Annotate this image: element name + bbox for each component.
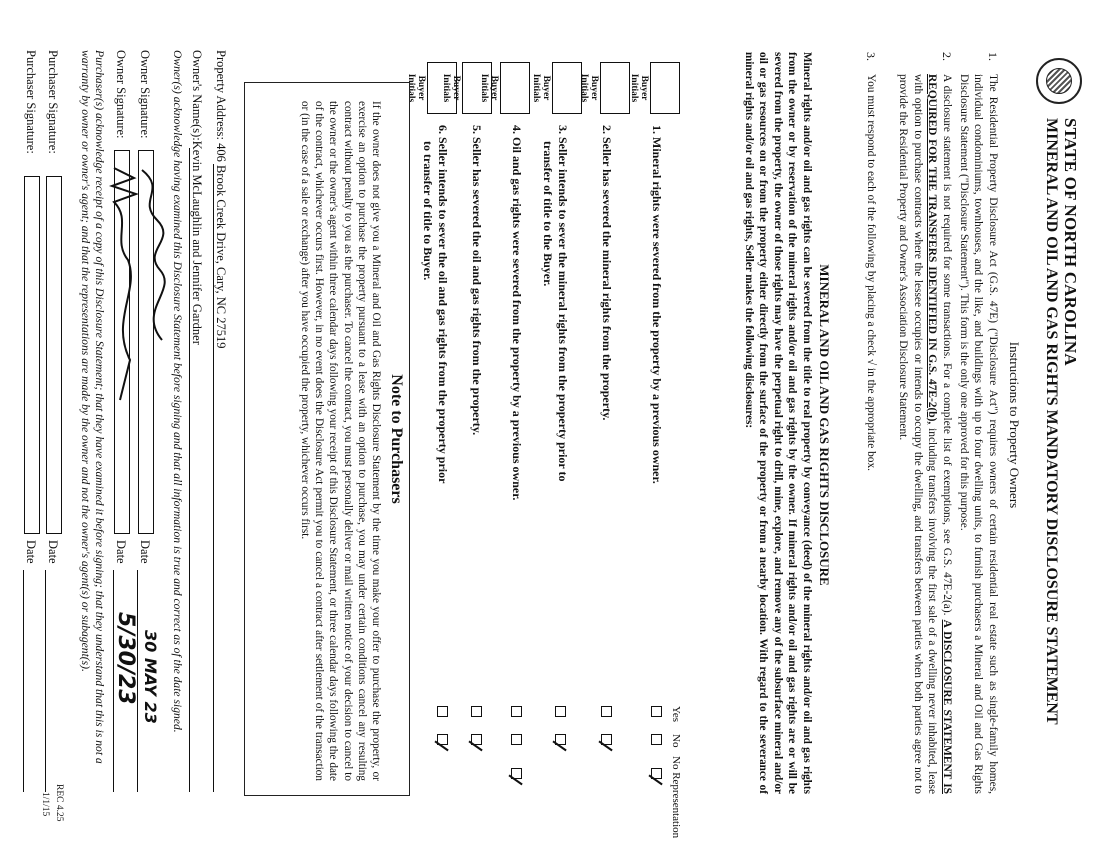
owner-date-label: Date xyxy=(114,540,128,564)
q5-no-checkbox[interactable] xyxy=(471,734,482,745)
instruction-1-text: The Residential Property Disclosure Act (G.S. 47E) ("Disclosure Act") requires owners of certain residential real estate such as single-family homes, individual condominiums, townhouses, and the like, and buildings with up to four dwelling units, to furnish purchasers a Mineral and Oil and Gas Rights Disclosure Statement ("Disclosure Statement"). This form is the only one approved for this purpose. xyxy=(958,74,999,794)
instruction-2-part-c: including transfers involving the first sale of a dwelling never inhabited, lease with option to purchase contracts where the lessee occupies or intends to occupy the dwelling, and transfers between parties when both parties agree not to provide the Residential Property and Owner's Association Disclosure Statement. xyxy=(897,74,939,794)
col-norep-header: No Representation xyxy=(670,756,682,839)
purchaser-acknowledgement: Purchaser(s) acknowledge receipt of a copy of this Disclosure Statement; that they have examined it before signing; that they understand that this is not a warranty by owner or owner's agent; and that the representations are made by the owner and not the owner's agent(s) or subagent(s). xyxy=(79,50,106,764)
question-1 xyxy=(650,125,665,484)
question-1-text: 1. Mineral rights were severed from the property by a previous owner. xyxy=(650,125,664,484)
question-3-line-2: transfer of title to the Buyer. xyxy=(541,141,556,287)
question-3-line-1: 3. Seller intends to sever the mineral rights from the property prior to xyxy=(556,125,570,482)
q1-yes-checkbox[interactable] xyxy=(651,706,662,717)
question-2-text: 2. Seller has severed the mineral rights from the property. xyxy=(600,125,614,421)
property-address-row xyxy=(213,50,228,348)
q5-yes-checkbox[interactable] xyxy=(471,706,482,717)
owner-signature-2-scribble xyxy=(102,160,142,420)
property-address-label: Property Address: xyxy=(214,50,228,140)
buyer-initials-box[interactable] xyxy=(650,62,680,114)
col-no-header: No xyxy=(670,734,682,748)
instruction-2-text xyxy=(896,74,954,794)
purchaser-date-label: Date xyxy=(46,540,60,564)
question-4 xyxy=(510,125,525,500)
form-title: MINERAL AND OIL AND GAS RIGHTS MANDATORY DISCLOSURE STATEMENT xyxy=(1043,118,1060,725)
question-2 xyxy=(600,125,615,420)
note-to-purchasers-box xyxy=(244,82,410,796)
owner-names-line xyxy=(189,148,190,792)
question-6-line-1: 6. Seller intends to sever the oil and gas rights from the property prior xyxy=(436,125,450,484)
col-yes-header: Yes xyxy=(670,706,682,723)
buyer-initials-box[interactable] xyxy=(427,62,457,114)
owner-names-value[interactable]: Kevin McLaughlin and Jennifer Gardner xyxy=(190,140,204,345)
form-revision: 1/1/15 xyxy=(40,792,50,817)
q4-norep-checkbox[interactable] xyxy=(511,768,522,779)
question-6 xyxy=(421,125,450,483)
property-address-value[interactable]: 406 Brook Creek Drive, Cary, NC 27519 xyxy=(214,143,228,349)
q2-yes-checkbox[interactable] xyxy=(601,706,612,717)
instruction-2-part-b: A DISCLOSURE STATEMENT IS REQUIRED FOR THE TRANSFERS IDENTIFIED IN G.S. 47E-2(b), xyxy=(926,74,953,794)
state-title: STATE OF NORTH CAROLINA xyxy=(1061,118,1080,366)
owner-date-2-value[interactable]: 5/30/23 xyxy=(113,612,138,705)
q4-no-checkbox[interactable] xyxy=(511,734,522,745)
instruction-2-part-a: A disclosure statement is not required for some transactions. For a complete list of exemptions, see G.S. 47E-2(a). xyxy=(941,74,953,616)
owner-date-1-value[interactable]: 30 MAY 23 xyxy=(141,630,160,724)
question-3 xyxy=(541,125,570,482)
form-code: REC 4.25 xyxy=(54,784,64,822)
purchaser-signature-label: Purchaser Signature: xyxy=(24,50,38,154)
q6-yes-checkbox[interactable] xyxy=(437,706,448,717)
buyer-initials-box[interactable] xyxy=(600,62,630,114)
buyer-initials-label: Buyer Initials xyxy=(579,73,599,103)
owner-signature-label: Owner Signature: xyxy=(114,50,128,139)
purchaser-date-line-1[interactable] xyxy=(45,570,46,792)
note-heading: Note to Purchasers xyxy=(388,374,405,504)
owner-names-row xyxy=(189,50,204,345)
seal-icon xyxy=(1036,58,1082,104)
purchaser-signature-field-1[interactable] xyxy=(46,176,62,534)
q3-no-checkbox[interactable] xyxy=(555,734,566,745)
purchaser-signature-label: Purchaser Signature: xyxy=(46,50,60,154)
disclosure-intro: Mineral rights and/or oil and gas rights can be severed from the title to real property by conveyance (deed) of the mineral rights and/or oil and gas rights from the owner or by reservation of the mineral rights and/or oil and gas rights by the owner. If mineral rights and/or oil and gas rights are or will be severed from the property, the owner of those rights may have the perpetual right to drill, mine, explore, and remove any of the subsurface mineral and/or oil or gas resources on or from the property either directly from the surface of the property or from a nearby location. With regard to the severance of mineral rights and/or oil and gas rights, Seller makes the following disclosures: xyxy=(743,52,813,794)
instruction-number: 1. xyxy=(986,52,1000,61)
buyer-initials-box[interactable] xyxy=(552,62,582,114)
buyer-initials-box[interactable] xyxy=(500,62,530,114)
buyer-initials-label: Buyer Initials xyxy=(629,73,649,103)
instructions-heading: Instructions to Property Owners xyxy=(1007,341,1022,509)
question-4-text: 4. Oil and gas rights were severed from the property by a previous owner. xyxy=(510,125,524,501)
owner-acknowledgement: Owner(s) acknowledge having examined this Disclosure Statement before signing and that all information is true and correct as of the date signed. xyxy=(171,50,184,733)
buyer-initials-label: Buyer Initials xyxy=(406,73,426,103)
buyer-initials-box[interactable] xyxy=(462,62,492,114)
q2-no-checkbox[interactable] xyxy=(601,734,612,745)
instruction-number: 2. xyxy=(940,52,954,61)
q4-yes-checkbox[interactable] xyxy=(511,706,522,717)
buyer-initials-label: Buyer Initials xyxy=(441,73,461,103)
property-address-line xyxy=(213,164,214,792)
owner-date-label: Date xyxy=(138,540,152,564)
buyer-initials-label: Buyer Initials xyxy=(531,73,551,103)
purchaser-date-label: Date xyxy=(24,540,38,564)
purchaser-date-line-2[interactable] xyxy=(23,570,24,792)
instruction-number: 3. xyxy=(864,52,878,61)
buyer-initials-label: Buyer Initials xyxy=(479,73,499,103)
note-text: If the owner does not give you a Mineral and Oil and Gas Rights Disclosure Statement by the time you make your offer to purchase the property, or exercise an option to purchase the property pursuant to a lease with an option to purchase, you may under certain conditions cancel any resulting contract without penalty to you as the purchaser. To cancel the contract, you must personally deliver or mail written notice of your decision to cancel to the owner or the owner's agent within three calendar days following your receipt of this Disclosure Statement, or three calendar days following the date of the contract, whichever occurs first. However, in no event does the Disclosure Act permit you to cancel a contract after settlement of the transaction or (in the case of a sale or exchange) after you have occupied the property, whichever occurs first. xyxy=(298,101,382,781)
purchaser-signature-field-2[interactable] xyxy=(24,176,40,534)
q1-no-checkbox[interactable] xyxy=(651,734,662,745)
q3-yes-checkbox[interactable] xyxy=(555,706,566,717)
q6-no-checkbox[interactable] xyxy=(437,734,448,745)
owner-signature-label: Owner Signature: xyxy=(138,50,152,139)
disclosure-heading: MINERAL AND OIL AND GAS RIGHTS DISCLOSURE xyxy=(817,264,832,586)
question-6-line-2: to transfer of title to Buyer. xyxy=(421,141,436,281)
question-5-text: 5. Seller has severed the oil and gas rights from the property. xyxy=(470,125,484,436)
question-5 xyxy=(470,125,485,435)
instruction-3-text: You must respond to each of the following by placing a check √ in the appropriate box. xyxy=(865,74,877,472)
owner-names-label: Owner's Name(s): xyxy=(190,50,204,141)
q1-norep-checkbox[interactable] xyxy=(651,768,662,779)
